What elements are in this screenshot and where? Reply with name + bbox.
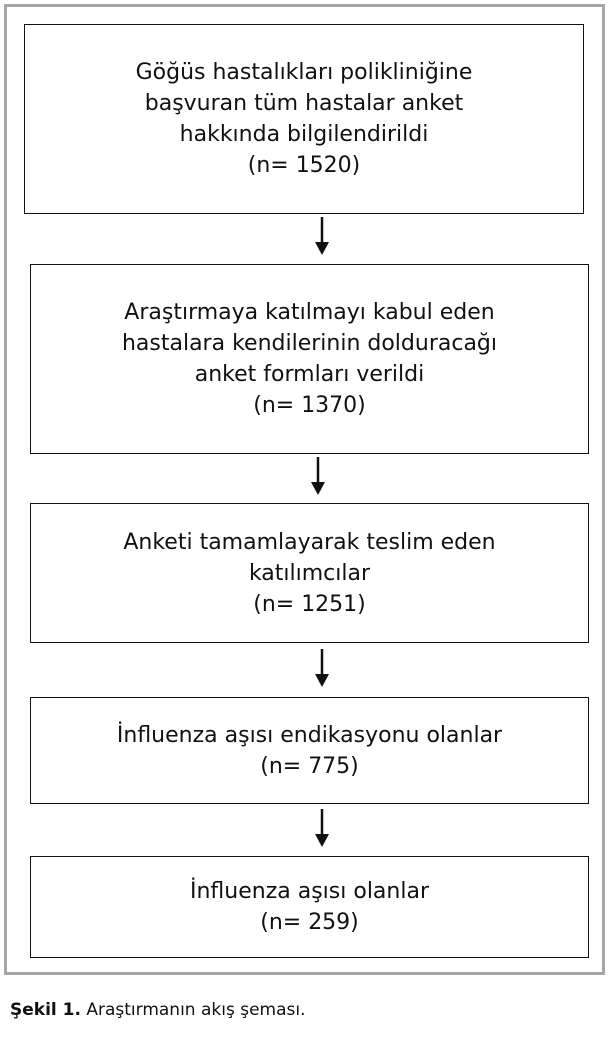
step-5-count: (n= 259) [260,910,359,935]
step-4-count: (n= 775) [260,753,359,779]
step-2-line-1: Araştırmaya katılmayı kabul eden [124,300,495,325]
step-3-line-2: katılımcılar [248,560,371,586]
step-1-line-3: hakkında bilgilendirildi [179,122,429,147]
step-box-3 [30,503,589,643]
step-2-count: (n= 1370) [253,393,366,418]
step-4-line-1: İnfluenza aşısı endikasyonu olanlar [116,722,503,748]
step-1-line-1: Göğüs hastalıkları polikliniğine [135,60,473,85]
step-2-line-3: anket formları verildi [194,362,425,387]
down-arrow-icon [312,216,332,256]
step-box-5 [30,856,589,958]
figure-caption-label: Şekil 1. [10,1000,81,1020]
step-box-2 [30,264,589,454]
down-arrow-icon [312,808,332,848]
step-5-line-1: İnfluenza aşısı olanlar [190,879,429,904]
figure-caption [10,1000,306,1020]
step-1-count: (n= 1520) [247,153,361,178]
figure-caption-text: Araştırmanın akış şeması. [86,1000,306,1020]
step-box-1 [24,24,584,214]
step-3-line-1: Anketi tamamlayarak teslim eden [123,529,496,555]
down-arrow-icon [312,648,332,688]
down-arrow-icon [308,456,328,496]
step-box-4 [30,697,589,804]
step-2-line-2: hastalara kendilerinin dolduracağı [121,331,498,356]
step-3-count: (n= 1251) [253,591,366,617]
step-1-line-2: başvuran tüm hastalar anket [144,91,464,116]
